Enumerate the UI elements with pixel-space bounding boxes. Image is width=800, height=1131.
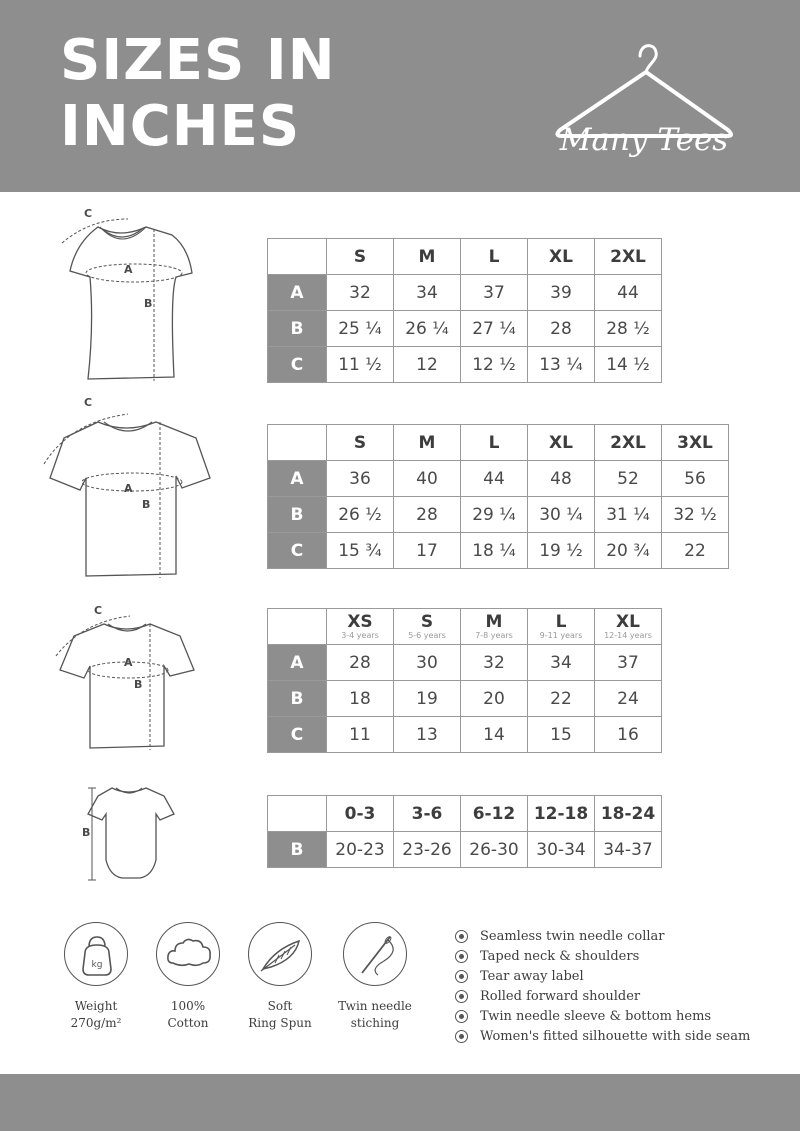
list-item: Seamless twin needle collar	[454, 928, 750, 948]
feature-bullet-list	[454, 928, 750, 1048]
measure-label-c: C	[94, 604, 103, 617]
table-cell: 37	[595, 645, 662, 681]
table-row	[268, 347, 662, 383]
col-header: M	[394, 239, 461, 275]
table-cell: 23-26	[394, 832, 461, 868]
table-cell: 32 ½	[662, 497, 729, 533]
col-header: 0-3	[327, 796, 394, 832]
col-header: 2XL	[595, 425, 662, 461]
table-row	[268, 461, 729, 497]
table-cell: 14	[461, 717, 528, 753]
table-row	[268, 645, 662, 681]
table-cell: 14 ½	[595, 347, 662, 383]
size-table-kids	[267, 608, 662, 753]
feature-label: Twin needle stiching	[338, 999, 412, 1030]
table-cell: 11	[327, 717, 394, 753]
table-cell: 20-23	[327, 832, 394, 868]
table-cell: 28	[528, 311, 595, 347]
table-cell: 29 ¼	[461, 497, 528, 533]
table-cell: 32	[461, 645, 528, 681]
kids-tee-diagram	[46, 600, 206, 760]
list-item: Taped neck & shoulders	[454, 948, 750, 968]
table-cell: 26 ½	[327, 497, 394, 533]
table-header-row	[268, 425, 729, 461]
table-cell: 39	[528, 275, 595, 311]
logo-text: Many Tees	[559, 122, 729, 158]
size-table-baby	[267, 795, 662, 868]
col-header: XL 12-14 years	[595, 609, 662, 645]
table-cell: 44	[461, 461, 528, 497]
table-cell: 16	[595, 717, 662, 753]
col-header: 6-12	[461, 796, 528, 832]
table-cell: 56	[662, 461, 729, 497]
needle-icon	[343, 922, 407, 986]
table-cell: 34-37	[595, 832, 662, 868]
table-cell: 20 ¾	[595, 533, 662, 569]
title-line-1: SIZES IN	[60, 28, 336, 93]
measure-label-b: B	[144, 297, 153, 310]
table-cell: 30 ¼	[528, 497, 595, 533]
table-cell: 26 ¼	[394, 311, 461, 347]
table-cell: 28 ½	[595, 311, 662, 347]
col-header: XS 3-4 years	[327, 609, 394, 645]
table-row	[268, 832, 662, 868]
table-row	[268, 533, 729, 569]
row-header: A	[268, 461, 327, 497]
feature-twin-needle	[330, 922, 420, 1032]
table-cell: 28	[327, 645, 394, 681]
col-header: L	[461, 425, 528, 461]
bullet-icon	[455, 970, 468, 983]
table-cell: 19	[394, 681, 461, 717]
col-header: L	[461, 239, 528, 275]
table-row	[268, 311, 662, 347]
list-item: Women's fitted silhouette with side seam	[454, 1028, 750, 1048]
table-cell: 18	[327, 681, 394, 717]
table-cell: 48	[528, 461, 595, 497]
measure-label-a: A	[124, 656, 133, 669]
table-cell: 52	[595, 461, 662, 497]
table-cell: 19 ½	[528, 533, 595, 569]
brand-logo	[548, 38, 738, 168]
table-cell: 28	[394, 497, 461, 533]
title-line-2: INCHES	[60, 94, 301, 159]
col-header: S	[327, 425, 394, 461]
feature-label: Soft Ring Spun	[248, 999, 312, 1030]
col-header: M	[394, 425, 461, 461]
col-header: XL	[528, 425, 595, 461]
table-cell: 30-34	[528, 832, 595, 868]
page-title	[60, 28, 336, 160]
table-cell: 34	[394, 275, 461, 311]
table-cell: 22	[662, 533, 729, 569]
table-row	[268, 497, 729, 533]
size-table-womens	[267, 238, 662, 383]
feature-weight	[51, 922, 141, 1032]
table-cell: 27 ¼	[461, 311, 528, 347]
list-item: Twin needle sleeve & bottom hems	[454, 1008, 750, 1028]
feature-ringspun	[235, 922, 325, 1032]
table-corner	[268, 796, 327, 832]
feature-label: Weight 270g/m²	[70, 999, 122, 1030]
row-header: B	[268, 832, 327, 868]
bullet-icon	[455, 950, 468, 963]
measure-label-a: A	[124, 482, 133, 495]
table-cell: 12	[394, 347, 461, 383]
table-cell: 13	[394, 717, 461, 753]
table-cell: 37	[461, 275, 528, 311]
row-header: B	[268, 497, 327, 533]
table-cell: 12 ½	[461, 347, 528, 383]
bullet-icon	[455, 1030, 468, 1043]
table-cell: 44	[595, 275, 662, 311]
col-header: M 7-8 years	[461, 609, 528, 645]
table-cell: 32	[327, 275, 394, 311]
table-corner	[268, 425, 327, 461]
col-header: 3XL	[662, 425, 729, 461]
table-cell: 13 ¼	[528, 347, 595, 383]
measure-label-c: C	[84, 207, 93, 220]
row-header: C	[268, 533, 327, 569]
table-row	[268, 275, 662, 311]
table-cell: 15	[528, 717, 595, 753]
table-cell: 11 ½	[327, 347, 394, 383]
col-header: XL	[528, 239, 595, 275]
table-cell: 17	[394, 533, 461, 569]
bullet-icon	[455, 990, 468, 1003]
header-banner	[0, 0, 800, 192]
col-header: 18-24	[595, 796, 662, 832]
size-table-mens	[267, 424, 729, 569]
row-header: B	[268, 311, 327, 347]
table-cell: 25 ¼	[327, 311, 394, 347]
row-header: C	[268, 717, 327, 753]
col-header: S	[327, 239, 394, 275]
kettlebell-icon	[64, 922, 128, 986]
row-header: A	[268, 645, 327, 681]
table-header-row	[268, 796, 662, 832]
table-header-row	[268, 609, 662, 645]
table-cell: 40	[394, 461, 461, 497]
measure-label-a: A	[124, 263, 133, 276]
table-header-row	[268, 239, 662, 275]
bullet-icon	[455, 930, 468, 943]
feather-icon	[248, 922, 312, 986]
table-corner	[268, 609, 327, 645]
table-cell: 15 ¾	[327, 533, 394, 569]
row-header: A	[268, 275, 327, 311]
baby-bodysuit-diagram	[76, 780, 186, 890]
row-header: C	[268, 347, 327, 383]
womens-tee-diagram	[50, 205, 210, 385]
measure-label-b: B	[134, 678, 143, 691]
list-item: Rolled forward shoulder	[454, 988, 750, 1008]
cloud-icon	[156, 922, 220, 986]
col-header: 3-6	[394, 796, 461, 832]
measure-label-b: B	[142, 498, 151, 511]
footer-banner	[0, 1074, 800, 1131]
list-item: Tear away label	[454, 968, 750, 988]
table-cell: 31 ¼	[595, 497, 662, 533]
mens-tee-diagram	[36, 392, 216, 582]
table-row	[268, 681, 662, 717]
col-header: 12-18	[528, 796, 595, 832]
measure-label-b: B	[82, 826, 91, 839]
bullet-icon	[455, 1010, 468, 1023]
measure-label-c: C	[84, 396, 93, 409]
feature-label: 100% Cotton	[167, 999, 209, 1030]
table-cell: 36	[327, 461, 394, 497]
table-row	[268, 717, 662, 753]
col-header: S 5-6 years	[394, 609, 461, 645]
table-corner	[268, 239, 327, 275]
table-cell: 22	[528, 681, 595, 717]
col-header: L 9-11 years	[528, 609, 595, 645]
table-cell: 18 ¼	[461, 533, 528, 569]
table-cell: 24	[595, 681, 662, 717]
table-cell: 30	[394, 645, 461, 681]
row-header: B	[268, 681, 327, 717]
feature-cotton	[143, 922, 233, 1032]
col-header: 2XL	[595, 239, 662, 275]
table-cell: 34	[528, 645, 595, 681]
table-cell: 20	[461, 681, 528, 717]
kettlebell-label: kg	[91, 960, 103, 970]
table-cell: 26-30	[461, 832, 528, 868]
